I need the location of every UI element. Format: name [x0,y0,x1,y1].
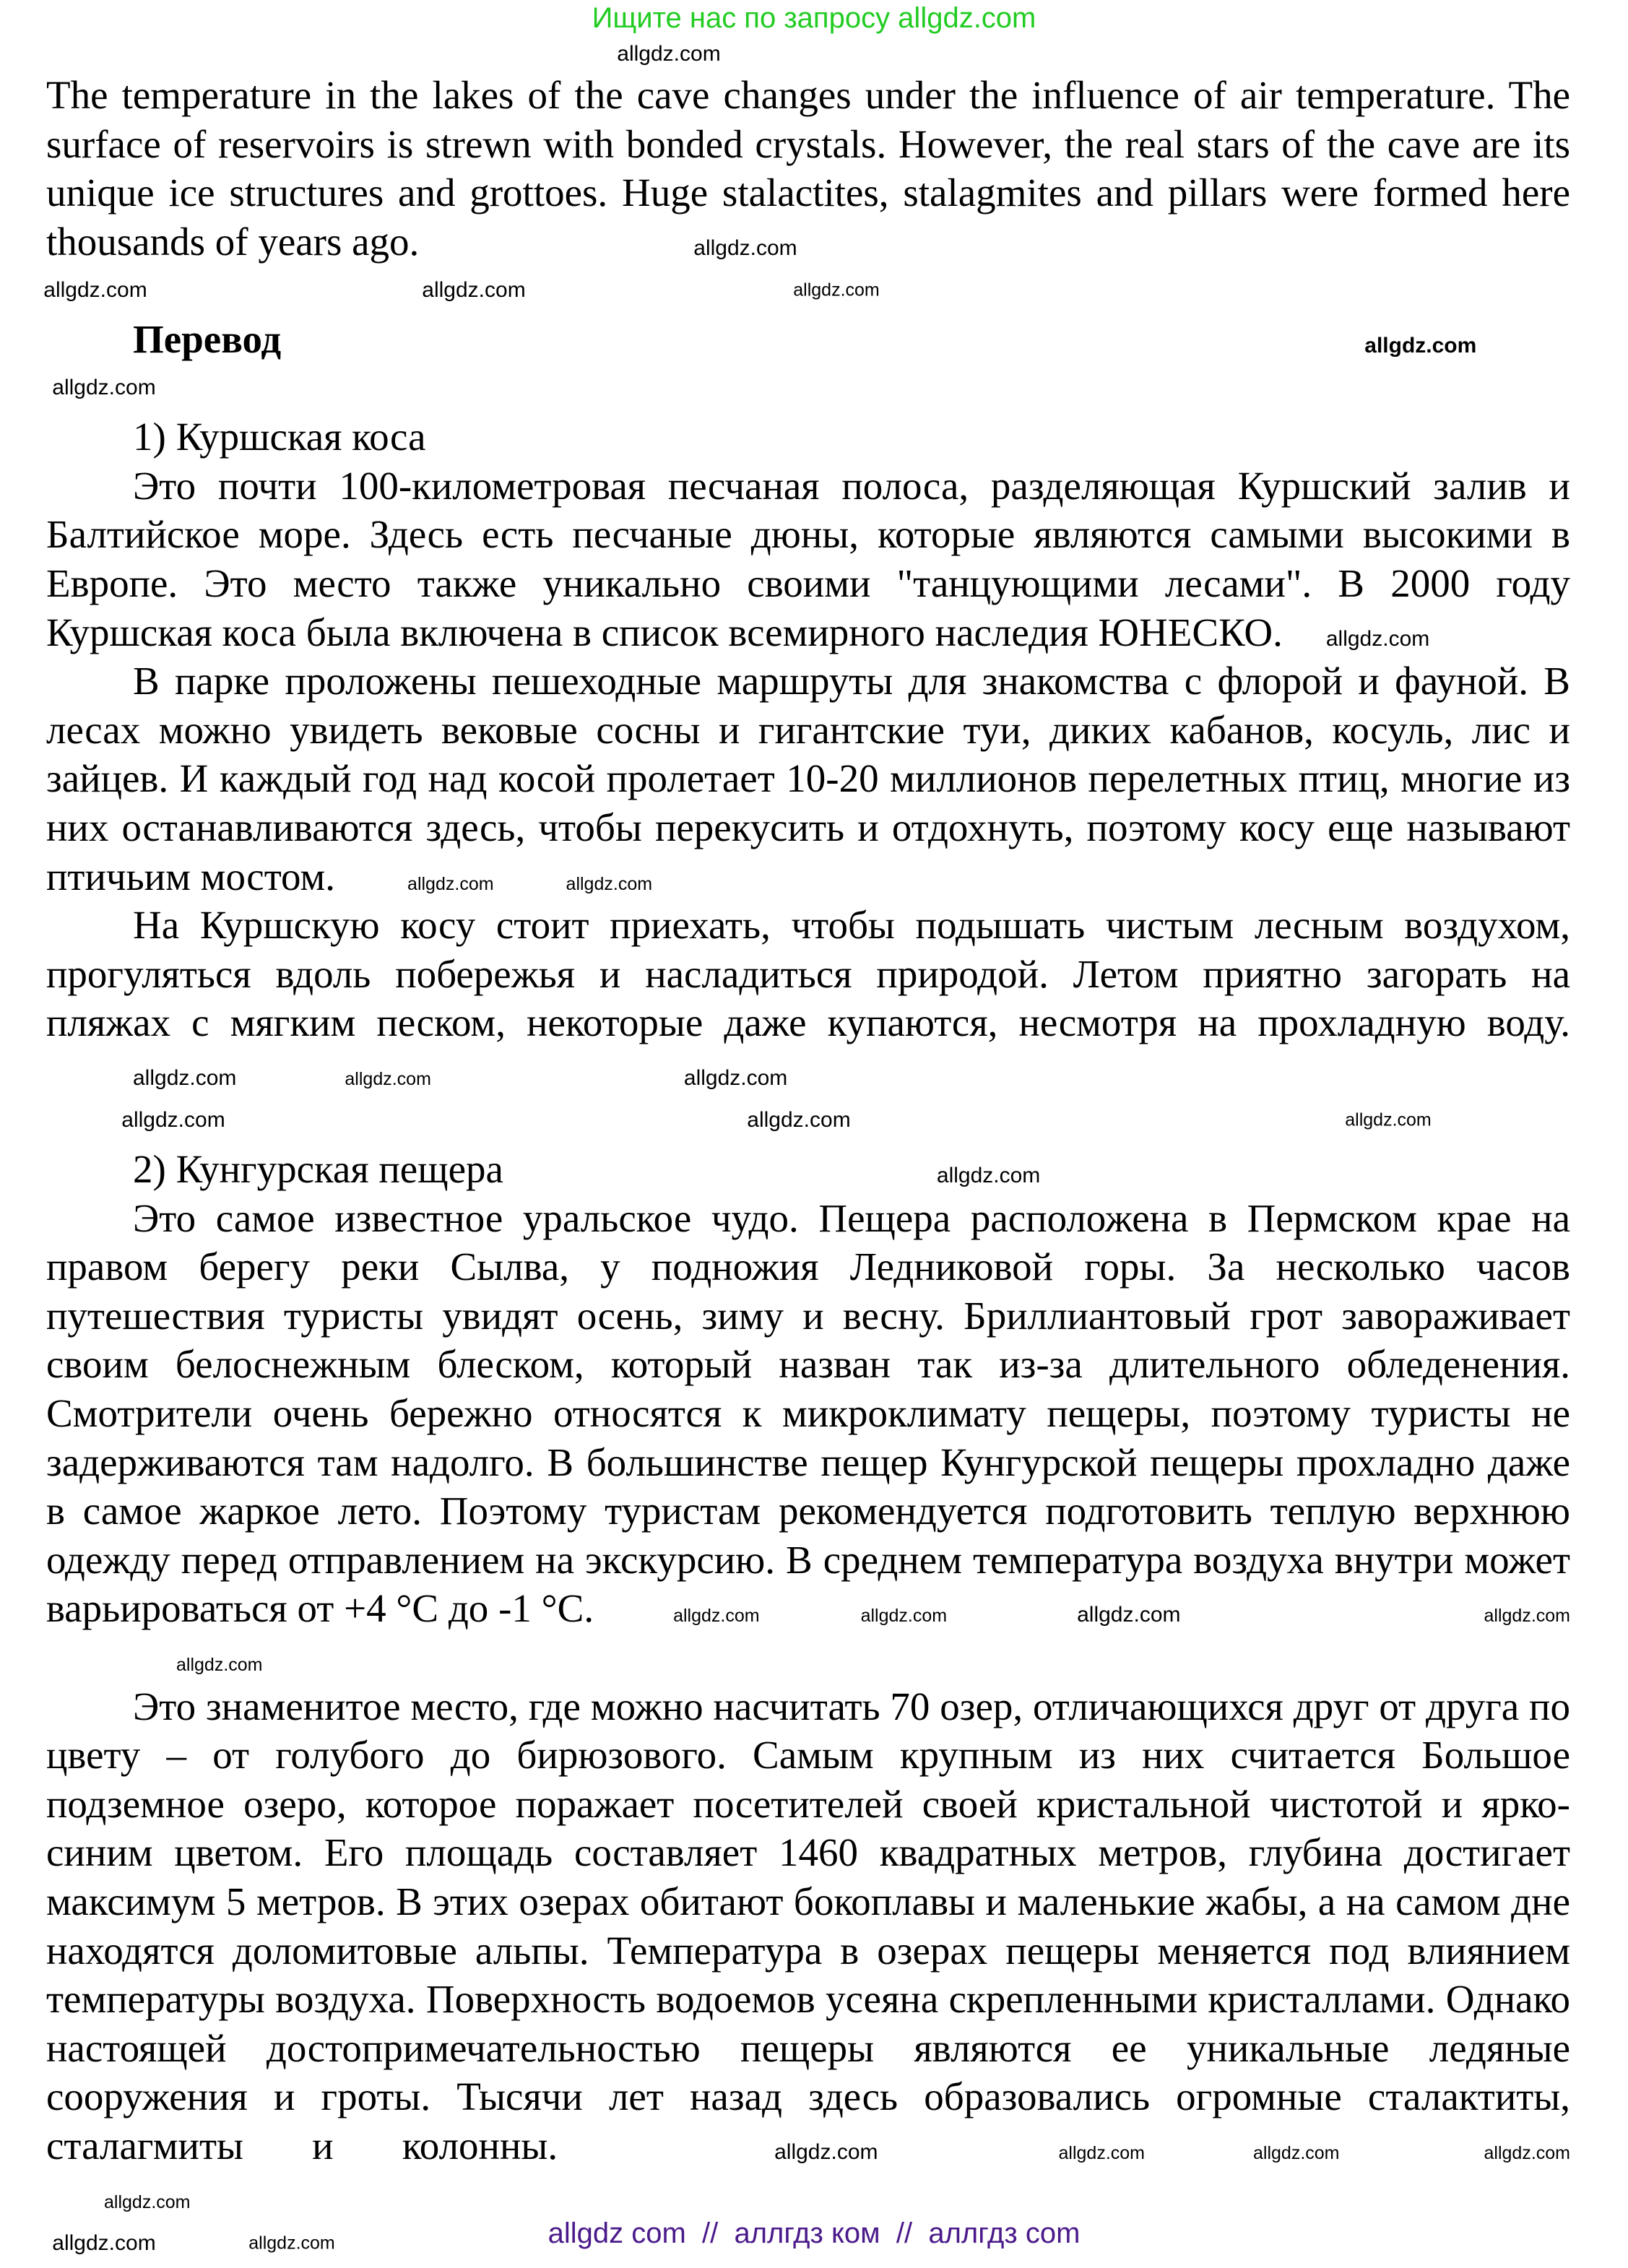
watermark-text: allgdz.com [673,1606,760,1627]
watermark-text: allgdz.com [104,2191,191,2212]
watermark-text: allgdz.com [1484,1606,1570,1627]
watermark-text: allgdz.com [133,1065,237,1090]
english-paragraph [46,71,1570,266]
watermark-text: allgdz.com [566,873,653,894]
english-paragraph-text: The temperature in the lakes of the cave changes under the influence of air temperature. The surface of reservoirs is strewn with bonded crystals. However, the real stars of the cave are its unique ice structures and grottoes. Huge stalactites, stalagmites and pillars were formed here thousands of years ago. [46,73,1570,264]
paragraph [46,462,1570,657]
watermark-text: allgdz.com [121,1108,225,1133]
paragraph-text: На Куршскую косу стоит приехать, чтобы подышать чистым лесным воздухом, прогуляться вдоль побережья и насладиться природой. Летом приятно загорать на пляжах с мягким песком, некоторые даже купаются, несмотря на прохладную воду. [46,903,1570,1045]
translation-heading-text: Перевод [133,316,282,361]
watermark-text: allgdz.com [422,278,526,303]
paragraph-text: Это почти 100-километровая песчаная полоса, разделяющая Куршский залив и Балтийское море. Здесь есть песчаные дюны, которые являются самыми высокими в Европе. Это место также уникально своими "танцующими лесами". В 2000 году Куршская коса была включена в список всемирного наследия ЮНЕСКО. [46,463,1570,654]
section-title-text: 1) Куршская коса [133,415,426,459]
watermark-text: allgdz.com [774,2139,878,2164]
watermark-text: allgdz.com [683,1065,788,1090]
document-body [43,71,1570,2268]
watermark-text: allgdz.com [1253,2142,1340,2163]
watermark-text: allgdz.com [693,235,797,260]
watermark-text: allgdz.com [617,42,721,66]
section-title-text: 2) Кунгурская пещера [133,1147,503,1192]
section-title [46,1145,1570,1194]
watermark-text: allgdz.com [793,280,880,300]
blank-line [46,364,1570,413]
watermark-text: allgdz.com [345,1068,431,1089]
paragraph-text: Это знаменитое место, где можно насчитать 70 озер, отличающихся друг от друга по цвету – от голубого до бирюзового. Самым крупным из них считается Большое подземное озеро, которое поражает посетителей своей кристальной чистотой и ярко-синим цветом. Его площадь составляет 1460 квадратных метров, глубина достигает максимум 5 метров. В этих озерах обитают бокоплавы и маленькие жабы, а на самом дне находятся доломитовые альпы. Температура в озерах пещеры меняется под влиянием температуры воздуха. Поверхность водоемов усеяна скрепленными кристаллами. Однако настоящей достопримечательностью пещеры являются ее уникальные ледяные сооружения и гроты. Тысячи лет назад здесь образовались огромные сталактиты, сталагмиты и колонны. [46,1684,1570,2168]
paragraph [46,657,1570,901]
watermark-text: allgdz.com [176,1655,263,1675]
paragraph [46,901,1570,1096]
watermark-text: allgdz.com [747,1108,851,1133]
watermark-text: allgdz.com [1484,2142,1570,2163]
watermark-text: allgdz.com [1077,1603,1181,1627]
watermark-text: allgdz.com [407,873,494,894]
footer-links: allgdz com // аллгдз ком // аллгдз com [547,2217,1081,2249]
watermark-text: allgdz.com [52,376,156,400]
watermark-text: allgdz.com [1325,626,1430,651]
watermark-text: allgdz.com [860,1606,948,1627]
watermark-text: allgdz.com [1058,2142,1145,2163]
blank-line [43,266,1570,315]
watermark-text: allgdz.com [43,278,147,303]
watermark-text: allgdz.com [936,1164,1041,1188]
paragraph [46,1682,1570,2220]
watermark-text: allgdz.com [1345,1109,1432,1130]
search-banner: Ищите нас по запросу allgdz.com [592,2,1036,34]
watermark-text: allgdz.com [52,2230,156,2255]
translation-heading [46,315,1570,364]
watermark-text: allgdz.com [248,2233,335,2254]
paragraph-text: В парке проложены пешеходные маршруты для знакомства с флорой и фауной. В лесах можно увидеть вековые сосны и гигантские туи, диких кабанов, косуль, лис и зайцев. И каждый год над косой пролетает 10-20 миллионов перелетных птиц, многие из них останавливаются здесь, чтобы перекусить и отдохнуть, поэтому косу еще называют птичьим мостом. [46,659,1570,899]
paragraph-text: Это самое известное уральское чудо. Пещера расположена в Пермском крае на правом берегу реки Сылва, у подножия Ледниковой горы. За несколько часов путешествия туристы увидят осень, зиму и весну. Бриллиантовый грот завораживает своим белоснежным блеском, который назван так из-за длительного обледенения. Смотрители очень бережно относятся к микроклимату пещеры, поэтому туристы не задерживаются там надолго. В большинстве пещер Кунгурской пещеры прохладно даже в самое жаркое лето. Поэтому туристам рекомендуется подготовить теплую верхнюю одежду перед отправлением на экскурсию. В среднем температура воздуха внутри может варьироваться от +4 °C до -1 °C. [46,1195,1570,1631]
section-title [46,412,1570,462]
watermark-text: allgdz.com [1364,333,1477,358]
blank-line [46,1096,1570,1145]
paragraph [46,1194,1570,1682]
